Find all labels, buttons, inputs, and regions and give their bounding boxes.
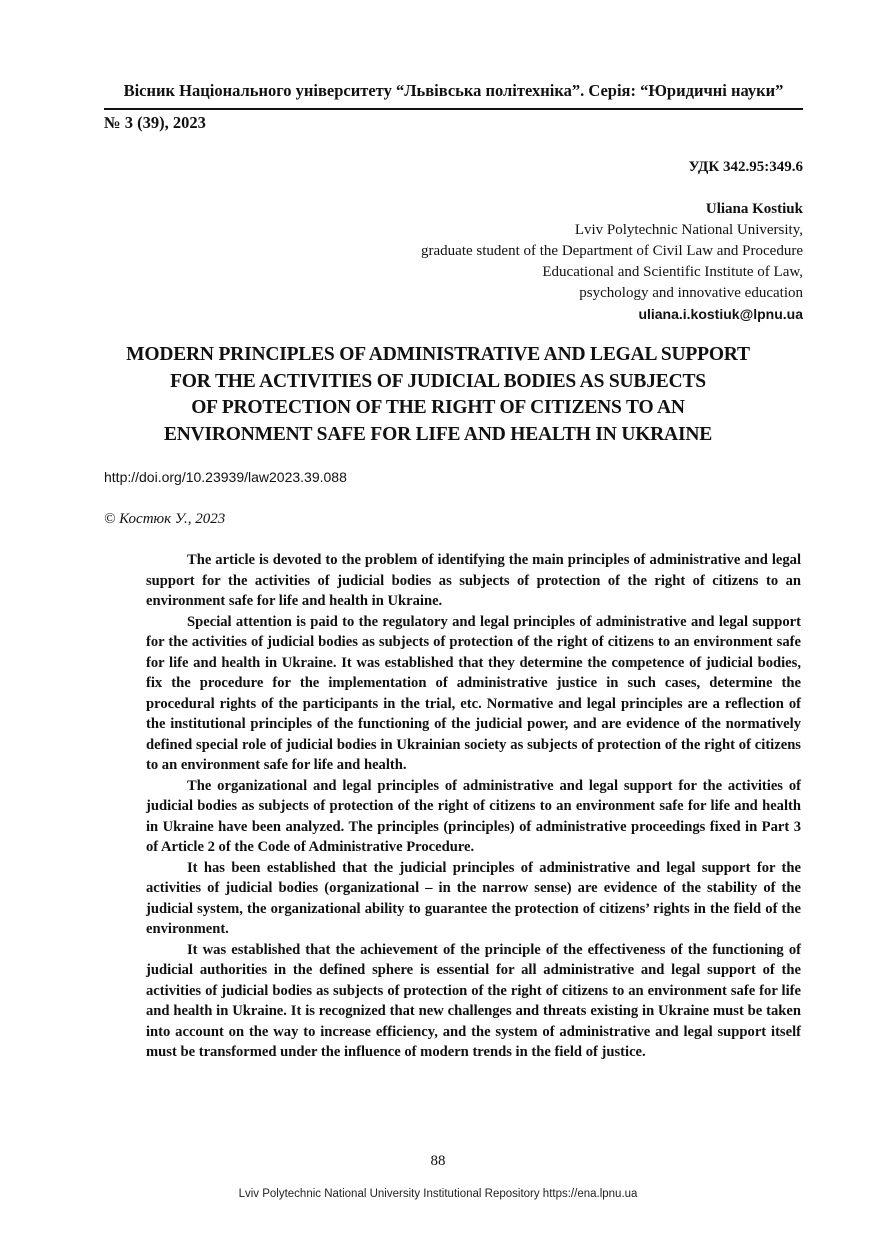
affiliation-line: Lviv Polytechnic National University, (574, 222, 803, 238)
doi-link[interactable]: http://doi.org/10.23939/law2023.39.088 (104, 469, 347, 485)
article-title (100, 342, 776, 448)
journal-header: Вісник Національного університету “Львівська політехніка”. Серія: “Юридичні науки” (123, 81, 784, 100)
title-line: FOR THE ACTIVITIES OF JUDICIAL BODIES AS SUBJECTS (170, 370, 706, 392)
affiliation-line: graduate student of the Department of Civil Law and Procedure (421, 243, 803, 259)
title-line: MODERN PRINCIPLES OF ADMINISTRATIVE AND LEGAL SUPPORT (126, 344, 750, 365)
abstract-paragraph: It has been established that the judicial principles of administrative and legal support for the activities of judicial bodies (organizational – in the narrow sense) are evidence of the stability of the judicial system, the organizational ability to guarantee the protection of citizens’ rights in the field of the environment. (146, 859, 801, 937)
affiliation-line: Educational and Scientific Institute of Law, (542, 264, 803, 280)
header-rule (104, 108, 803, 110)
affiliation-line: psychology and innovative education (579, 285, 803, 301)
author-block (421, 199, 803, 325)
abstract (146, 550, 801, 1063)
repository-footer: Lviv Polytechnic National University Institutional Repository https://ena.lpnu.ua (238, 1188, 638, 1200)
copyright: © Костюк У., 2023 (104, 511, 226, 527)
page-number: 88 (430, 1153, 446, 1169)
title-line: OF PROTECTION OF THE RIGHT OF CITIZENS TO AN (191, 397, 685, 418)
abstract-paragraph: It was established that the achievement of the principle of the effectiveness of the functioning of judicial authorities in the defined sphere is essential for all administrative and legal support of the activities of judicial bodies as subjects of protection of the right of citizens to an environment safe for life and health in Ukraine. It is recognized that new challenges and threats existing in Ukraine must be taken into account on the way to increase efficiency, and the system of administrative and legal support itself must be transformed under the influence of modern trends in the field of justice. (146, 941, 801, 1060)
abstract-paragraph: The organizational and legal principles of administrative and legal support for the activities of judicial bodies as subjects of protection of the right of citizens to an environment safe for life and health in Ukraine have been analyzed. The principles (principles) of administrative proceedings fixed in Part 3 of Article 2 of the Code of Administrative Procedure. (146, 777, 801, 855)
abstract-paragraph: The article is devoted to the problem of identifying the main principles of administrative and legal support for the activities of judicial bodies as subjects of protection of the right of citizens to an environment safe for life and health in Ukraine. (146, 552, 801, 609)
author-name: Uliana Kostiuk (705, 201, 803, 217)
author-email[interactable]: uliana.i.kostiuk@lpnu.ua (638, 306, 803, 322)
abstract-paragraph: Special attention is paid to the regulatory and legal principles of administrative and legal support for the activities of judicial bodies as subjects of protection of the right of citizens to an environment safe for life and health in Ukraine. It was established that they determine the competence of judicial bodies, fix the procedure for the implementation of administrative justice in such cases, determine the procedural rights of the participants in the trial, etc. Normative and legal principles are a reflection of the institutional principles of the functioning of the judicial power, and are evidence of the normatively defined special role of judicial bodies in Ukrainian society as subjects of protection of the right of citizens to an environment safe for life and health. (146, 613, 801, 773)
title-line: ENVIRONMENT SAFE FOR LIFE AND HEALTH IN UKRAINE (163, 423, 713, 445)
udk-code: УДК 342.95:349.6 (688, 159, 803, 175)
issue-number: № 3 (39), 2023 (104, 113, 206, 132)
